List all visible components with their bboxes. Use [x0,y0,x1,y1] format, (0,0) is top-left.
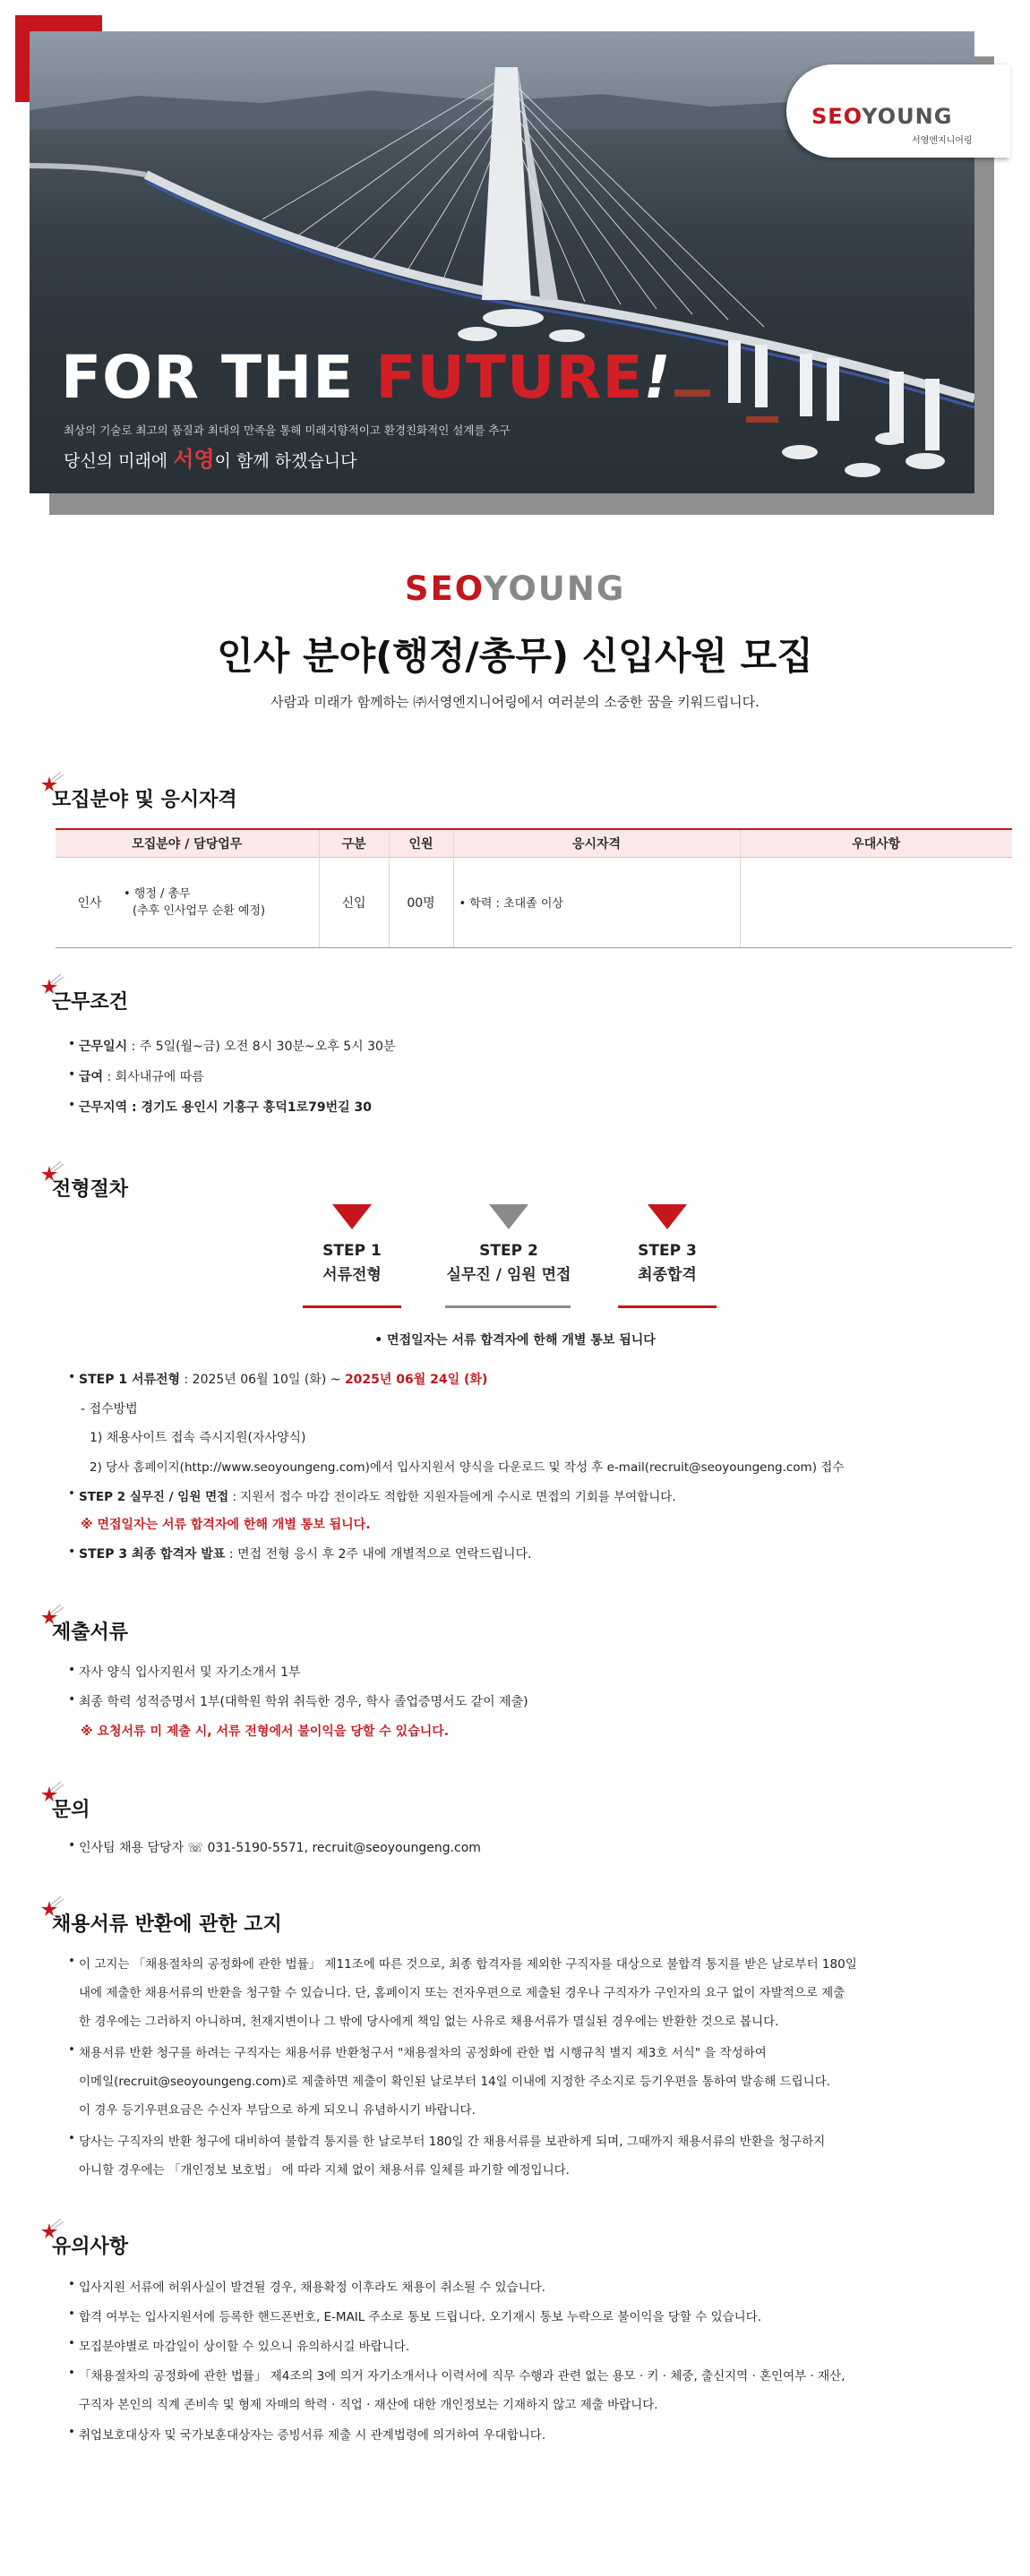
return-line: 내에 제출한 채용서류의 반환을 청구할 수 있습니다. 단, 홈페이지 또는 전자우편으로 제출된 경우나 구직자가 구인자의 요구 없이 자발적으로 제출 [79,1986,845,2000]
table-header-row [56,829,1012,857]
interview-notice: • 면접일자는 서류 합격자에 한해 개별 통보 됩니다 [374,1333,656,1348]
return-line: 이 경우 등기우편요금은 수신자 부담으로 하게 되오니 유념하시기 바랍니다. [79,2103,476,2118]
step1-method-2: 2) 당사 홈페이지(http://www.seoyoungeng.com)에서 입사지원서 양식을 다운로드 및 작성 후 e-mail(recruit@seoyoungeng.com) 접수 [90,1460,845,1475]
return-line: 아니할 경우에는 「개인정보 보호법」 에 따라 지체 없이 채용서류 일체를 파기할 예정입니다. [79,2163,570,2178]
brand-logo-korean: 서영엔지니어링 [912,136,973,146]
table-cell-type: 신입 [319,857,389,947]
return-line: 이메일(recruit@seoyoungeng.com)로 제출하면 제출이 확인된 날로부터 14일 이내에 지정한 주소지로 등기우편을 통하여 발송해 드립니다. [79,2075,831,2089]
caution-line: • 「채용절차의 공정화에 관한 법률」 제4조의 3에 의거 자기소개서나 이력서에 직무 수행과 관련 없는 용모 · 키 · 체중, 출신지역 · 혼인여부 · 재산, [79,2366,845,2383]
hero-subtitle: 최상의 기술로 최고의 품질과 최대의 만족을 통해 미래지향적이고 환경친화적인 설계를 추구 [64,424,511,437]
document-item: • 자사 양식 입사지원서 및 자기소개서 1부 [79,1663,301,1681]
condition-location: • 근무지역 : 경기도 용인시 기흥구 흥덕1로79번길 30 [79,1098,372,1116]
section-title: 제출서류 [52,1622,129,1644]
document-note: ※ 요청서류 미 제출 시, 서류 전형에서 불이익을 당할 수 있습니다. [81,1724,450,1739]
table-header: 구분 [319,829,389,857]
table-header: 우대사항 [740,829,1012,857]
table-cell-preference [740,857,1012,947]
brand-logo: SEOYOUNG [811,104,953,129]
hero-title: FOR THE FUTURE! [61,343,672,412]
table-header: 인원 [389,829,453,857]
table-cell-qualification: • 학력 : 초대졸 이상 [453,857,740,947]
return-line: • 채용서류 반환 청구를 하려는 구직자는 채용서류 반환청구서 "채용절차의 공정화에 관한 법 시행규칙 별지 제3호 서식" 을 작성하여 [79,2042,767,2060]
document-item: • 최종 학력 성적증명서 1부(대학원 학위 취득한 경우, 학사 졸업증명서도 같이 제출) [79,1692,528,1710]
table-header: 모집분야 / 담당업무 [56,829,319,857]
page-title: 인사 분야(행정/총무) 신입사원 모집 [217,634,813,678]
condition-hours: • 근무일시 : 주 5일(월~금) 오전 8시 30분~오후 5시 30분 [79,1037,395,1055]
section-title: 유의사항 [52,2236,129,2258]
step2-detail: • STEP 2 실무진 / 임원 면접 : 지원서 접수 마감 전이라도 적합한 지원자들에게 수시로 면접의 기회를 부여합니다. [79,1486,676,1504]
step1-method: - 접수방법 [81,1402,138,1416]
center-brand-logo: SEOYOUNG [404,569,626,608]
step-arrow-icon [489,1204,528,1229]
step-1-underline [303,1305,401,1308]
hero-banner [0,0,1030,537]
table-cell-count: 00명 [389,857,453,947]
caution-line: • 합격 여부는 입사지원서에 등록한 핸드폰번호, E-MAIL 주소로 통보 드립니다. 오기재시 통보 누락으로 불이익을 당할 수 있습니다. [79,2306,761,2324]
section-title: 채용서류 반환에 관한 고지 [52,1913,282,1936]
caution-line: • 입사지원 서류에 허위사실이 발견될 경우, 채용확정 이후라도 채용이 취소될 수 있습니다. [79,2277,545,2295]
caution-line: 구직자 본인의 직계 존비속 및 형제 자매의 학력 · 직업 · 재산에 대한 개인정보는 기재하지 않고 제출 바랍니다. [79,2398,658,2412]
recruit-table [56,828,1012,948]
hero-logo-badge [786,64,1010,158]
caution-line: • 모집분야별로 마감일이 상이할 수 있으니 유의하시길 바랍니다. [79,2336,409,2354]
table-row [56,857,1012,947]
step-arrow-icon [332,1204,372,1229]
section-title: 모집분야 및 응시자격 [52,789,237,811]
section-title: 근무조건 [52,991,129,1014]
table-cell-field: 인사 • 행정 / 총무 (추후 인사업무 순환 예정) [56,857,319,947]
hero-tagline: 당신의 미래에 서영이 함께 하겠습니다 [64,447,357,472]
return-line: 한 경우에는 그러하지 아니하며, 천재지변이나 그 밖에 당사에게 책임 없는 사유로 채용서류가 멸실된 경우에는 반환한 것으로 봅니다. [79,2015,779,2029]
section-title: 문의 [52,1799,90,1821]
step2-note: ※ 면접일자는 서류 합격자에 한해 개별 통보 됩니다. [81,1518,371,1532]
step-arrow-icon [648,1204,687,1229]
table-header: 응시자격 [453,829,740,857]
return-line: • 이 고지는 「채용절차의 공정화에 관한 법률」 제11조에 따른 것으로, 최종 합격자를 제외한 구직자를 대상으로 불합격 통지를 받은 날로부터 180일 [79,1954,857,1972]
caution-line: • 취업보호대상자 및 국가보훈대상자는 증빙서류 제출 시 관계법령에 의거하여 우대합니다. [79,2425,545,2443]
step-3: STEP 3 최종합격 [618,1204,717,1284]
condition-salary: • 급여 : 회사내규에 따름 [79,1067,204,1085]
contact-info: • 인사팀 채용 담당자 ☏ 031-5190-5571, recruit@seoyoungeng.com [79,1838,481,1856]
step1-detail: • STEP 1 서류전형 : 2025년 06월 10일 (화) ~ 2025년 06월 24일 (화) [79,1370,487,1388]
step3-detail: • STEP 3 최종 합격자 발표 : 면접 전형 응시 후 2주 내에 개별적으로 연락드립니다. [79,1545,532,1562]
step-1: STEP 1 서류전형 [303,1204,401,1284]
return-line: • 당사는 구직자의 반환 청구에 대비하여 불합격 통지를 한 날로부터 180일 간 채용서류를 보관하게 되며, 그때까지 채용서류의 반환을 청구하지 [79,2131,825,2149]
step1-method-1: 1) 채용사이트 접속 즉시지원(자사양식) [90,1431,306,1445]
step-2: STEP 2 실무진 / 임원 면접 [459,1204,558,1284]
step-3-underline [618,1305,717,1308]
step-2-underline [445,1305,571,1308]
page-subtitle: 사람과 미래가 함께하는 ㈜서영엔지니어링에서 여러분의 소중한 꿈을 키워드립니다. [270,694,760,710]
section-title: 전형절차 [52,1178,129,1201]
